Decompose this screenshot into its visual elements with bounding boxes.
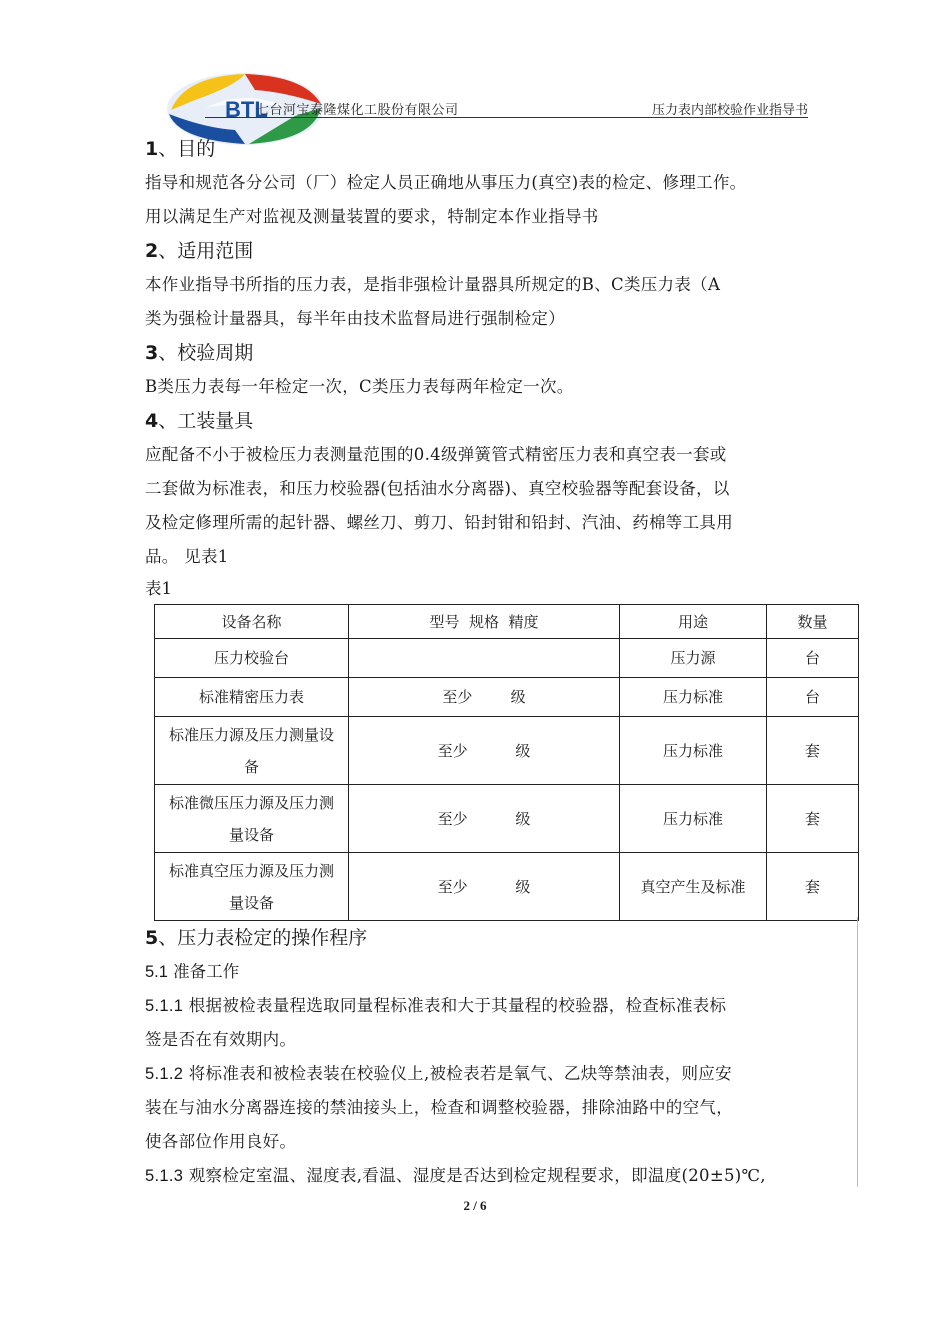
page-border-line [857,917,858,1187]
table-cell: 压力源 [620,639,767,678]
table-cell: 至少 级 [349,717,620,785]
page-number: 2 / 6 [463,1198,487,1213]
subsection-5-1-2-line: 5.1.2 将标准表和被检表装在校验仪上,被检表若是氧气、乙炔等禁油表，则应安 [145,1064,732,1083]
subsection-5-1-1-line: 签是否在有效期内。 [145,1030,297,1049]
table-caption: 表1 [145,579,172,598]
table-cell: 至少 级 [349,678,620,717]
table-cell: 台 [767,678,859,717]
subsection-5-1: 5.1 准备工作 [145,962,240,981]
table-cell: 压力标准 [620,717,767,785]
subsection-5-1-2-line: 使各部位作用良好。 [145,1132,297,1151]
table-cell: 标准微压压力源及压力测量设备 [155,785,349,853]
header-doc-title: 压力表内部校验作业指导书 [651,103,808,118]
table-cell: 压力标准 [620,678,767,717]
section-4-line: 应配备不小于被检压力表测量范围的0.4级弹簧管式精密压力表和真空表一套或 [145,445,727,464]
table-cell: 套 [767,785,859,853]
section-4-line: 及检定修理所需的起针器、螺丝刀、剪刀、铅封钳和铅封、汽油、药棉等工具用 [145,513,733,532]
logo-text: BTL [225,97,268,122]
section-2-line: 类为强检计量器具，每半年由技术监督局进行强制检定） [145,309,565,328]
table-cell: 压力校验台 [155,639,349,678]
equipment-table [154,604,859,921]
table-header-row [155,605,859,639]
subsection-5-1-2-line: 装在与油水分离器连接的禁油接头上，检查和调整校验器，排除油路中的空气， [145,1098,733,1117]
table-header-cell: 用途 [620,605,767,639]
table-header-cell: 数量 [767,605,859,639]
section-5-heading: 5、压力表检定的操作程序 [145,927,368,949]
table-cell: 至少 级 [349,853,620,921]
section-2-line: 本作业指导书所指的压力表，是指非强检计量器具所规定的B、C类压力表（A [145,275,721,294]
table-row [155,785,859,853]
section-3-line: B类压力表每一年检定一次，C类压力表每两年检定一次。 [145,377,574,396]
table-cell: 真空产生及标准 [620,853,767,921]
section-4-line: 二套做为标准表，和压力校验器(包括油水分离器)、真空校验器等配套设备，以 [145,479,730,498]
table-row [155,678,859,717]
table-row [155,639,859,678]
table-row [155,717,859,785]
section-1-line: 指导和规范各分公司（厂）检定人员正确地从事压力(真空)表的检定、修理工作。 [145,173,747,192]
table-cell: 标准压力源及压力测量设备 [155,717,349,785]
table-row [155,853,859,921]
table-header-cell: 设备名称 [155,605,349,639]
subsection-5-1-3-line: 5.1.3 观察检定室温、湿度表,看温、湿度是否达到检定规程要求，即温度(20±5)℃, [145,1166,766,1185]
document-body [145,132,828,1193]
section-3-heading: 3、校验周期 [145,342,254,364]
header-divider [205,117,808,118]
table-cell [349,639,620,678]
table-header-cell: 型号 规格 精度 [349,605,620,639]
table-cell: 套 [767,717,859,785]
table-cell: 至少 级 [349,785,620,853]
section-1-line: 用以满足生产对监视及测量装置的要求，特制定本作业指导书 [145,207,599,226]
table-cell: 标准真空压力源及压力测量设备 [155,853,349,921]
table-cell: 标准精密压力表 [155,678,349,717]
subsection-5-1-1-line: 5.1.1 根据被检表量程选取同量程标准表和大于其量程的校验器，检查标准表标 [145,996,727,1015]
header-company: 七台河宝泰隆煤化工股份有限公司 [256,103,459,118]
table-cell: 套 [767,853,859,921]
section-1-heading: 1、目的 [145,138,216,160]
section-4-heading: 4、工装量具 [145,410,254,432]
table-cell: 压力标准 [620,785,767,853]
table-cell: 台 [767,639,859,678]
section-4-line: 品。 见表1 [145,547,229,566]
section-2-heading: 2、适用范围 [145,240,254,262]
